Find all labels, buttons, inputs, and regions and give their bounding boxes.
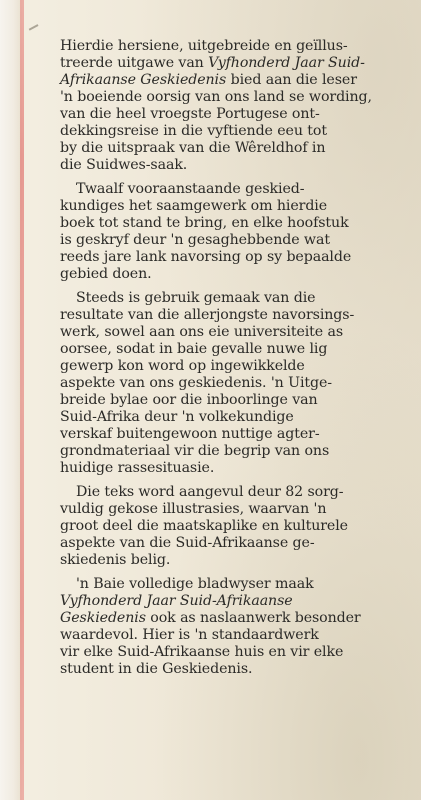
text-line bbox=[60, 181, 410, 198]
text-line bbox=[60, 644, 410, 661]
text-line bbox=[60, 501, 410, 518]
text-run: ook as naslaanwerk besonder bbox=[145, 610, 361, 626]
text-line bbox=[60, 55, 410, 72]
paragraph bbox=[60, 38, 410, 174]
text-line bbox=[60, 290, 410, 307]
text-line bbox=[60, 215, 410, 232]
text-run: huidige rassesituasie. bbox=[60, 460, 215, 476]
text-line bbox=[60, 484, 410, 501]
text-line bbox=[60, 123, 410, 140]
blurb-text bbox=[60, 38, 410, 685]
text-line bbox=[60, 38, 410, 55]
paragraph bbox=[60, 181, 410, 283]
text-run: gewerp kon word op ingewikkelde bbox=[60, 358, 305, 374]
text-line bbox=[60, 266, 410, 283]
italic-title-run: Vyfhonderd Jaar Suid-Afrikaanse bbox=[60, 593, 293, 609]
text-run: breide bylae oor die inboorlinge van bbox=[60, 392, 318, 408]
text-run: waardevol. Hier is 'n standaardwerk bbox=[60, 627, 319, 643]
text-run: grondmateriaal vir die begrip van ons bbox=[60, 443, 330, 459]
italic-title-run: Geskiedenis bbox=[60, 610, 146, 626]
text-run: groot deel die maatskaplike en kulturele bbox=[60, 518, 348, 534]
text-line bbox=[60, 140, 410, 157]
text-run: vuldig gekose illustrasies, waarvan 'n bbox=[60, 501, 327, 517]
text-line bbox=[60, 535, 410, 552]
text-run: boek tot stand te bring, en elke hoofstuk bbox=[60, 215, 349, 231]
text-run: vir elke Suid-Afrikaanse huis en vir elke bbox=[60, 644, 344, 660]
text-line bbox=[60, 610, 410, 627]
text-run: aspekte van ons geskiedenis. 'n Uitge- bbox=[60, 375, 332, 391]
text-run: 'n boeiende oorsig van ons land se wording, bbox=[60, 89, 372, 105]
text-line bbox=[60, 198, 410, 215]
text-run: 'n Baie volledige bladwyser maak bbox=[76, 576, 314, 592]
text-run: gebied doen. bbox=[60, 266, 152, 282]
text-run: dekkingsreise in die vyftiende eeu tot bbox=[60, 123, 327, 139]
text-line bbox=[60, 392, 410, 409]
text-run: Steeds is gebruik gemaak van die bbox=[76, 290, 316, 306]
text-run: die Suidwes-saak. bbox=[60, 157, 188, 173]
text-run: treerde uitgawe van bbox=[60, 55, 209, 71]
text-line bbox=[60, 157, 410, 174]
text-run: Suid-Afrika deur 'n volkekundige bbox=[60, 409, 294, 425]
text-line bbox=[60, 358, 410, 375]
text-line bbox=[60, 627, 410, 644]
text-line bbox=[60, 409, 410, 426]
page-edge bbox=[0, 0, 22, 800]
text-line bbox=[60, 89, 410, 106]
text-line bbox=[60, 518, 410, 535]
paragraph bbox=[60, 576, 410, 678]
text-line bbox=[60, 426, 410, 443]
paragraph bbox=[60, 290, 410, 477]
text-run: skiedenis belig. bbox=[60, 552, 171, 568]
text-line bbox=[60, 661, 410, 678]
text-line bbox=[60, 106, 410, 123]
text-line bbox=[60, 341, 410, 358]
text-line bbox=[60, 460, 410, 477]
text-line bbox=[60, 593, 410, 610]
text-run: Twaalf vooraanstaande geskied- bbox=[76, 181, 305, 197]
red-margin-line bbox=[20, 0, 24, 800]
text-run: verskaf buitengewoon nuttige agter- bbox=[60, 426, 320, 442]
text-run: reeds jare lank navorsing op sy bepaalde bbox=[60, 249, 352, 265]
text-run: aspekte van die Suid-Afrikaanse ge- bbox=[60, 535, 315, 551]
italic-title-run: Afrikaanse Geskiedenis bbox=[60, 72, 227, 88]
text-line bbox=[60, 232, 410, 249]
pencil-mark bbox=[29, 24, 42, 36]
text-run: student in die Geskiedenis. bbox=[60, 661, 253, 677]
text-run: van die heel vroegste Portugese ont- bbox=[60, 106, 320, 122]
text-run: bied aan die leser bbox=[226, 72, 357, 88]
text-run: Die teks word aangevul deur 82 sorg- bbox=[76, 484, 344, 500]
text-run: werk, sowel aan ons eie universiteite as bbox=[60, 324, 344, 340]
paragraph bbox=[60, 484, 410, 569]
text-run: resultate van die allerjongste navorsings- bbox=[60, 307, 355, 323]
text-line bbox=[60, 72, 410, 89]
text-run: Hierdie hersiene, uitgebreide en geïllus- bbox=[60, 38, 348, 54]
text-run: is geskryf deur 'n gesaghebbende wat bbox=[60, 232, 330, 248]
text-line bbox=[60, 324, 410, 341]
text-line bbox=[60, 249, 410, 266]
text-line bbox=[60, 552, 410, 569]
text-line bbox=[60, 307, 410, 324]
text-run: oorsee, sodat in baie gevalle nuwe lig bbox=[60, 341, 328, 357]
text-run: by die uitspraak van die Wêreldhof in bbox=[60, 140, 326, 156]
text-line bbox=[60, 443, 410, 460]
text-run: kundiges het saamgewerk om hierdie bbox=[60, 198, 328, 214]
italic-title-run: Vyfhonderd Jaar Suid- bbox=[208, 55, 365, 71]
text-line bbox=[60, 375, 410, 392]
text-line bbox=[60, 576, 410, 593]
